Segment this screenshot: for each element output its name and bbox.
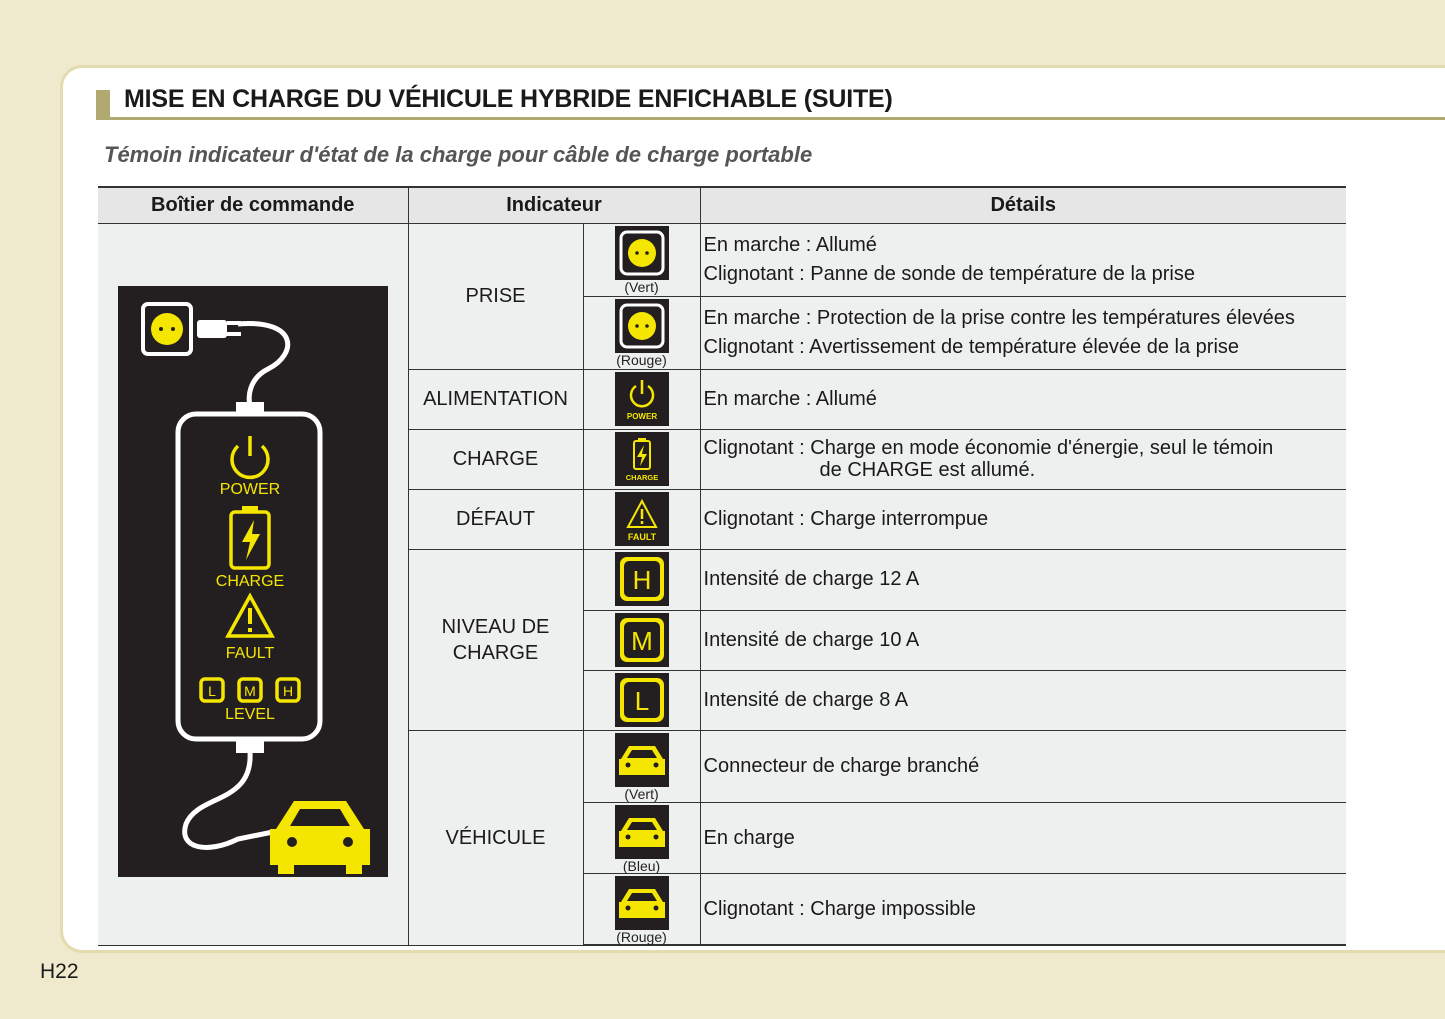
svg-text:FAULT: FAULT	[627, 531, 656, 542]
details-cell	[700, 369, 1346, 429]
detail-line: En marche : Protection de la prise contre les températures élevées	[703, 306, 1295, 329]
indicator-socket-red	[583, 296, 700, 369]
icon-caption: (Vert)	[624, 278, 659, 295]
indicator-charge	[583, 429, 700, 489]
control-fault-label: FAULT	[225, 644, 275, 662]
section-header	[96, 85, 1445, 120]
car-icon	[615, 876, 669, 930]
details-cell	[700, 549, 1346, 610]
icon-caption: (Rouge)	[616, 351, 667, 368]
svg-text:POWER: POWER	[626, 411, 657, 421]
icon-caption: (Rouge)	[616, 929, 667, 945]
warning-icon	[615, 492, 669, 546]
indicator-socket-green	[583, 223, 700, 296]
control-power-label: POWER	[219, 480, 281, 498]
socket-icon	[615, 226, 669, 280]
indicator-level-l	[583, 670, 700, 730]
indicator-power	[583, 369, 700, 429]
group-vehicule: VÉHICULE	[408, 730, 583, 945]
details-cell	[700, 296, 1346, 369]
header-details: Détails	[700, 187, 1346, 223]
detail-line: En marche : Allumé	[703, 387, 877, 410]
page-title: MISE EN CHARGE DU VÉHICULE HYBRIDE ENFICHABLE (SUITE)	[124, 85, 893, 113]
power-icon	[615, 372, 669, 426]
svg-text:H: H	[632, 564, 651, 595]
battery-charge-icon	[615, 432, 669, 486]
level-l: L	[208, 682, 216, 699]
details-cell	[700, 429, 1346, 489]
icon-caption: (Bleu)	[622, 858, 661, 874]
detail-line: Intensité de charge 10 A	[703, 628, 920, 651]
socket-icon	[615, 299, 669, 353]
detail-line: Intensité de charge 12 A	[703, 568, 920, 591]
details-cell	[700, 803, 1346, 874]
detail-line: de CHARGE est allumé.	[819, 459, 1036, 481]
details-cell	[700, 223, 1346, 296]
svg-text:CHARGE: CHARGE	[625, 472, 658, 482]
header-control-box: Boîtier de commande	[98, 187, 408, 223]
section-subtitle: Témoin indicateur d'état de la charge pour câble de charge portable	[104, 142, 813, 167]
detail-line: En marche : Allumé	[703, 233, 877, 256]
car-icon	[615, 805, 669, 859]
detail-line: Intensité de charge 8 A	[703, 688, 909, 711]
details-cell	[700, 610, 1346, 670]
control-box-illustration	[98, 224, 408, 939]
level-icon	[615, 613, 669, 667]
indicator-level-h	[583, 549, 700, 610]
table-row	[98, 223, 1346, 296]
details-cell	[700, 730, 1346, 802]
svg-text:L: L	[634, 685, 649, 716]
level-icon	[615, 673, 669, 727]
control-charge-label: CHARGE	[215, 572, 285, 590]
group-alimentation: ALIMENTATION	[408, 369, 583, 429]
detail-line: Clignotant : Panne de sonde de température de la prise	[703, 262, 1195, 285]
details-cell	[700, 670, 1346, 730]
level-icon	[615, 552, 669, 606]
page-number: H22	[40, 960, 79, 983]
indicator-table	[98, 186, 1346, 946]
detail-line: Clignotant : Charge impossible	[703, 897, 976, 920]
indicator-fault	[583, 489, 700, 549]
group-prise: PRISE	[408, 223, 583, 369]
table-header	[98, 187, 1346, 223]
level-h: H	[282, 682, 294, 699]
level-m: M	[244, 682, 256, 699]
detail-line: Clignotant : Charge interrompue	[703, 507, 989, 530]
control-level-label: LEVEL	[225, 705, 275, 723]
detail-line: Clignotant : Charge en mode économie d'énergie, seul le témoin	[703, 437, 1274, 459]
details-cell	[700, 874, 1346, 946]
indicator-car-blue	[583, 803, 700, 874]
detail-line: En charge	[703, 826, 795, 849]
car-icon	[615, 733, 669, 787]
title-marker	[96, 90, 110, 118]
indicator-level-m	[583, 610, 700, 670]
group-defaut: DÉFAUT	[408, 489, 583, 549]
indicator-car-red	[583, 874, 700, 946]
detail-line: Clignotant : Avertissement de température élevée de la prise	[703, 335, 1240, 358]
details-cell	[700, 489, 1346, 549]
control-box-cell	[98, 223, 408, 945]
svg-text:M: M	[630, 625, 653, 656]
indicator-car-green	[583, 730, 700, 802]
icon-caption: (Vert)	[624, 785, 659, 802]
detail-line: Connecteur de charge branché	[703, 754, 980, 777]
header-indicator: Indicateur	[408, 187, 700, 223]
group-charge: CHARGE	[408, 429, 583, 489]
group-niveau: NIVEAU DE CHARGE	[408, 549, 583, 730]
